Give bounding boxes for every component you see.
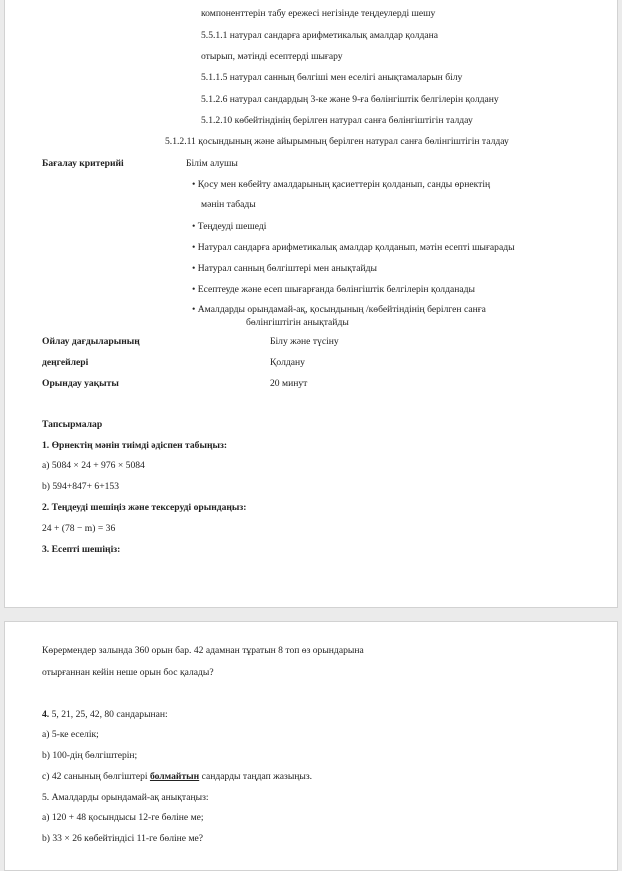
task2-equation: 24 + (78 − m) = 36 [42,523,116,534]
tasks-title: Тапсырмалар [42,419,103,430]
task4-c-post: сандарды таңдап жазыңыз. [199,771,313,782]
thinking-label: деңгейлері [42,357,89,368]
task1-b: b) 594+847+ 6+153 [42,481,119,492]
objective-line: 5.5.1.1 натурал сандарға арифметикалық амалдар қолдана [201,30,439,41]
objective-line: 5.1.2.6 натурал сандардың 3-ке және 9-ға бөлінгіштік белгілерін қолдану [201,94,499,105]
task4-a: a) 5-ке еселік; [42,729,99,740]
task3-title: 3. Есепті шешіңіз: [42,544,121,555]
task2-title: 2. Теңдеуді шешіңіз және тексеруді орындаңыз: [42,502,247,513]
task1-a: a) 5084 × 24 + 976 × 5084 [42,460,145,471]
task4-title-text: 5, 21, 25, 42, 80 сандарынан: [51,709,168,720]
criteria-item: • Натурал сандарға арифметикалық амалдар қолданып, мәтін есепті шығарады [192,242,515,253]
problem-line: Көрермендер залында 360 орын бар. 42 адамнан тұратын 8 топ өз орындарына [42,645,364,656]
objective-line: 5.1.1.5 натурал санның бөлгіші мен еселігі анықтамаларын білу [201,72,463,83]
criteria-item: • Амалдарды орындамай-ақ, қосындының /көбейтіндінің берілген санға [192,304,486,315]
problem-line: отырғаннан кейін неше орын бос қалады? [42,667,214,678]
thinking-value: Қолдану [270,357,305,368]
task5-a: a) 120 + 48 қосындысы 12-ге бөліне ме; [42,812,204,823]
task4-b: b) 100-дің бөлгіштерін; [42,750,138,761]
objective-line: 5.1.2.10 көбейтіндінің берілген натурал санға бөлінгіштігін талдау [201,115,473,126]
task5-title: 5. Амалдарды орындамай-ақ анықтаңыз: [42,792,209,803]
objective-line: отырып, мәтінді есептерді шығару [201,51,343,62]
time-value: 20 минут [270,378,308,389]
thinking-label: Ойлау дағдыларының [42,336,140,347]
criteria-item: мәнін табады [201,199,256,210]
time-label: Орындау уақыты [42,378,119,389]
criteria-item: • Натурал санның бөлгіштері мен анықтайды [192,263,377,274]
criteria-item: бөлінгіштігін анықтайды [246,317,349,328]
criteria-item: • Есептеуде және есеп шығарғанда бөлінгіштік белгілерін қолданады [192,284,475,295]
criteria-label: Бағалау критерийі [42,158,124,169]
criteria-intro: Білім алушы [186,158,238,169]
task5-b: b) 33 × 26 көбейтіндісі 11-ге бөліне ме? [42,833,204,844]
task4-title: 4. 5, 21, 25, 42, 80 сандарынан: [42,709,168,720]
objective-line: компоненттерін табу ережесі негізінде теңдеулерді шешу [201,8,436,19]
criteria-item: • Қосу мен көбейту амалдарының қасиеттерін қолданып, санды өрнектің [192,179,491,190]
task1-title: 1. Өрнектің мәнін тиімді әдіспен табыңыз: [42,440,228,451]
document-page-1 [4,0,618,608]
criteria-item: • Теңдеуді шешеді [192,221,267,232]
document-page-2 [4,621,618,871]
thinking-value: Білу және түсіну [270,336,339,347]
task4-c-pre: c) 42 санының бөлгіштері [42,771,150,782]
objective-line: 5.1.2.11 қосындының және айырымның берілген натурал санға бөлінгіштігін талдау [165,136,509,147]
task4-c [42,771,312,783]
task4-c-emphasis: болмайтын [149,771,200,782]
